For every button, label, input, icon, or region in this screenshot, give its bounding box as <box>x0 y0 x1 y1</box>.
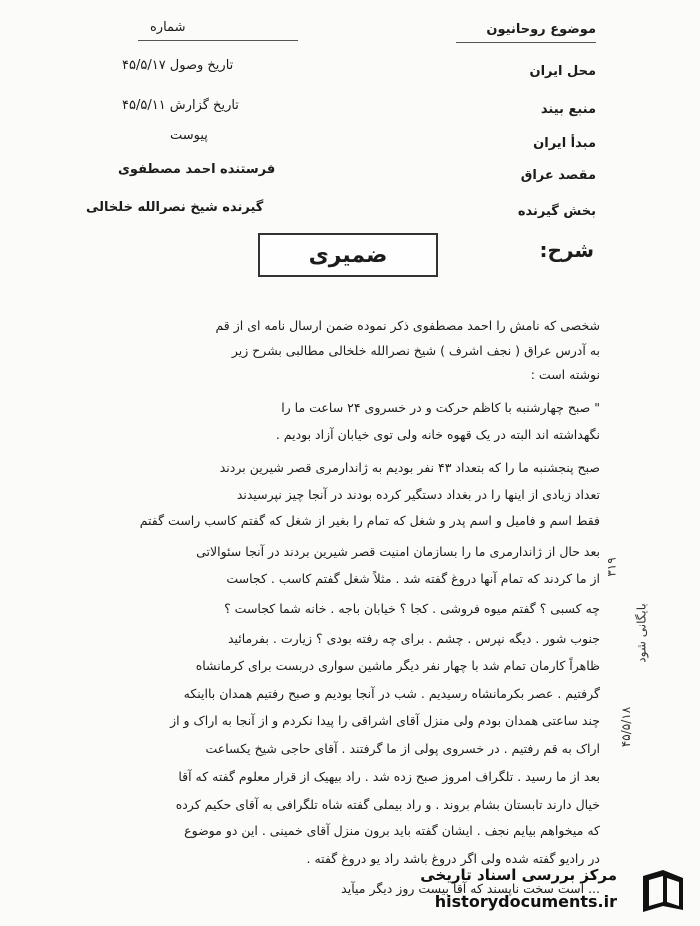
number-label: شماره <box>150 20 186 35</box>
recipient-field: گیرنده شیخ نصرالله خلخالی <box>86 200 264 215</box>
body-line: گرفتیم . عصر بکرمانشاه رسیدیم . شب در آنجا بودیم و صبح رفتیم همدان بااینکه <box>183 686 600 701</box>
subject-rule <box>456 42 596 43</box>
margin-note-archive: بایگانی شود <box>634 603 649 663</box>
body-line: ظاهراً کارمان تمام شد با چهار نفر دیگر ماشین سواری دربست برای کرمانشاه <box>195 658 600 673</box>
number-rule <box>138 40 298 41</box>
body-line: جنوب شور . دیگه نپرس . چشم . برای چه رفته بودی ؟ زیارت . بفرمائید <box>227 631 600 646</box>
sender-field: فرستنده احمد مصطفوی <box>118 162 276 177</box>
branch-field: بخش گیرنده <box>517 204 596 219</box>
body-line: چه کسبی ؟ گفتم میوه فروشی . کجا ؟ خیابان باجه . خانه شما کجاست ؟ <box>224 601 600 616</box>
body-line: " صبح چهارشنبه با کاظم حرکت و در خسروی ۲۴ ساعت ما را <box>281 400 600 415</box>
received-date: تاریخ وصول ۴۵/۵/۱۷ <box>122 58 234 73</box>
destination-field: مقصد عراق <box>520 168 596 183</box>
margin-note-number: ۳۱۹ <box>604 557 619 577</box>
watermark-url: historydocuments.ir <box>434 892 617 911</box>
body-line: چند ساعتی همدان بودم ولی منزل آقای اشراقی را پیدا نکردم و از آنجا به اراک و از <box>170 713 600 728</box>
body-line: به آدرس عراق ( نجف اشرف ) شیخ نصرالله خلخالی مطالبی بشرح زیر <box>231 343 600 358</box>
source-field: منبع بیند <box>540 102 596 117</box>
archive-logo-icon <box>633 866 689 916</box>
subject-field: موضوع روحانیون <box>486 22 596 37</box>
body-line: بعد حال از ژاندارمری ما را بسازمان امنیت قصر شیرین بردند در آنجا سئوالاتی <box>196 544 600 559</box>
body-line: شخصی که نامش را احمد مصطفوی ذکر نموده ضمن ارسال نامه ای از قم <box>215 318 600 333</box>
body-line: در رادیو گفته شده ولی اگر دروغ باشد راد یو دروغ گفته . <box>306 851 600 866</box>
body-line: تعداد زیادی از اینها را در بغداد دستگیر کرده بودند در آنجا چیز نپرسیدند <box>236 487 600 502</box>
watermark-org-name: مرکز بررسی اسناد تاریخی <box>420 866 617 884</box>
attachment-label: پیوست <box>170 128 208 143</box>
margin-note-date: ۴۵/۵/۱۸ <box>619 706 634 748</box>
origin-field: مبدأ ایران <box>533 136 596 151</box>
watermark <box>420 862 695 920</box>
report-date: تاریخ گزارش ۴۵/۵/۱۱ <box>122 98 239 113</box>
classification-title: ضمیری <box>308 242 388 268</box>
body-line: نوشته است : <box>530 367 600 382</box>
body-line: بعد از ما رسید . تلگراف امروز صبح زده شد . راد بیهیک از قرار معلوم گفته که آقا <box>178 769 600 784</box>
classification-stamp <box>258 233 438 277</box>
body-line: ... است سخت ناپسند که آقا بیست روز دیگر میآید <box>341 881 600 896</box>
sharh-label: شرح: <box>539 238 594 262</box>
place-field: محل ایران <box>529 64 596 79</box>
body-line: نگهداشته اند البته در یک قهوه خانه ولی توی خیابان آزاد بودیم . <box>275 427 600 442</box>
body-line: خیال دارند تابستان بشام بروند . و راد بیملی گفته شاه تلگرافی به آقای حکیم کرده <box>175 797 600 812</box>
body-line: صبح پنجشنبه ما را که بتعداد ۴۳ نفر بودیم به ژاندارمری قصر شیرین بردند <box>219 460 600 475</box>
body-line: که میخواهم بیایم نجف . ایشان گفته باید برون منزل آقای خمینی . این دو موضوع <box>184 823 600 838</box>
body-line: از ما کردند که تمام آنها دروغ گفته شد . مثلاً شغل گفتم کاسب . کجاست <box>226 571 600 586</box>
body-line: اراک به قم رفتیم . در خسروی پولی از ما گرفتند . آقای حاجی شیخ یکساعت <box>205 741 600 756</box>
body-line: فقط اسم و فامیل و اسم پدر و شغل که تمام را بغیر از شغل که گفتم کاسب راست گفتم <box>139 513 600 528</box>
